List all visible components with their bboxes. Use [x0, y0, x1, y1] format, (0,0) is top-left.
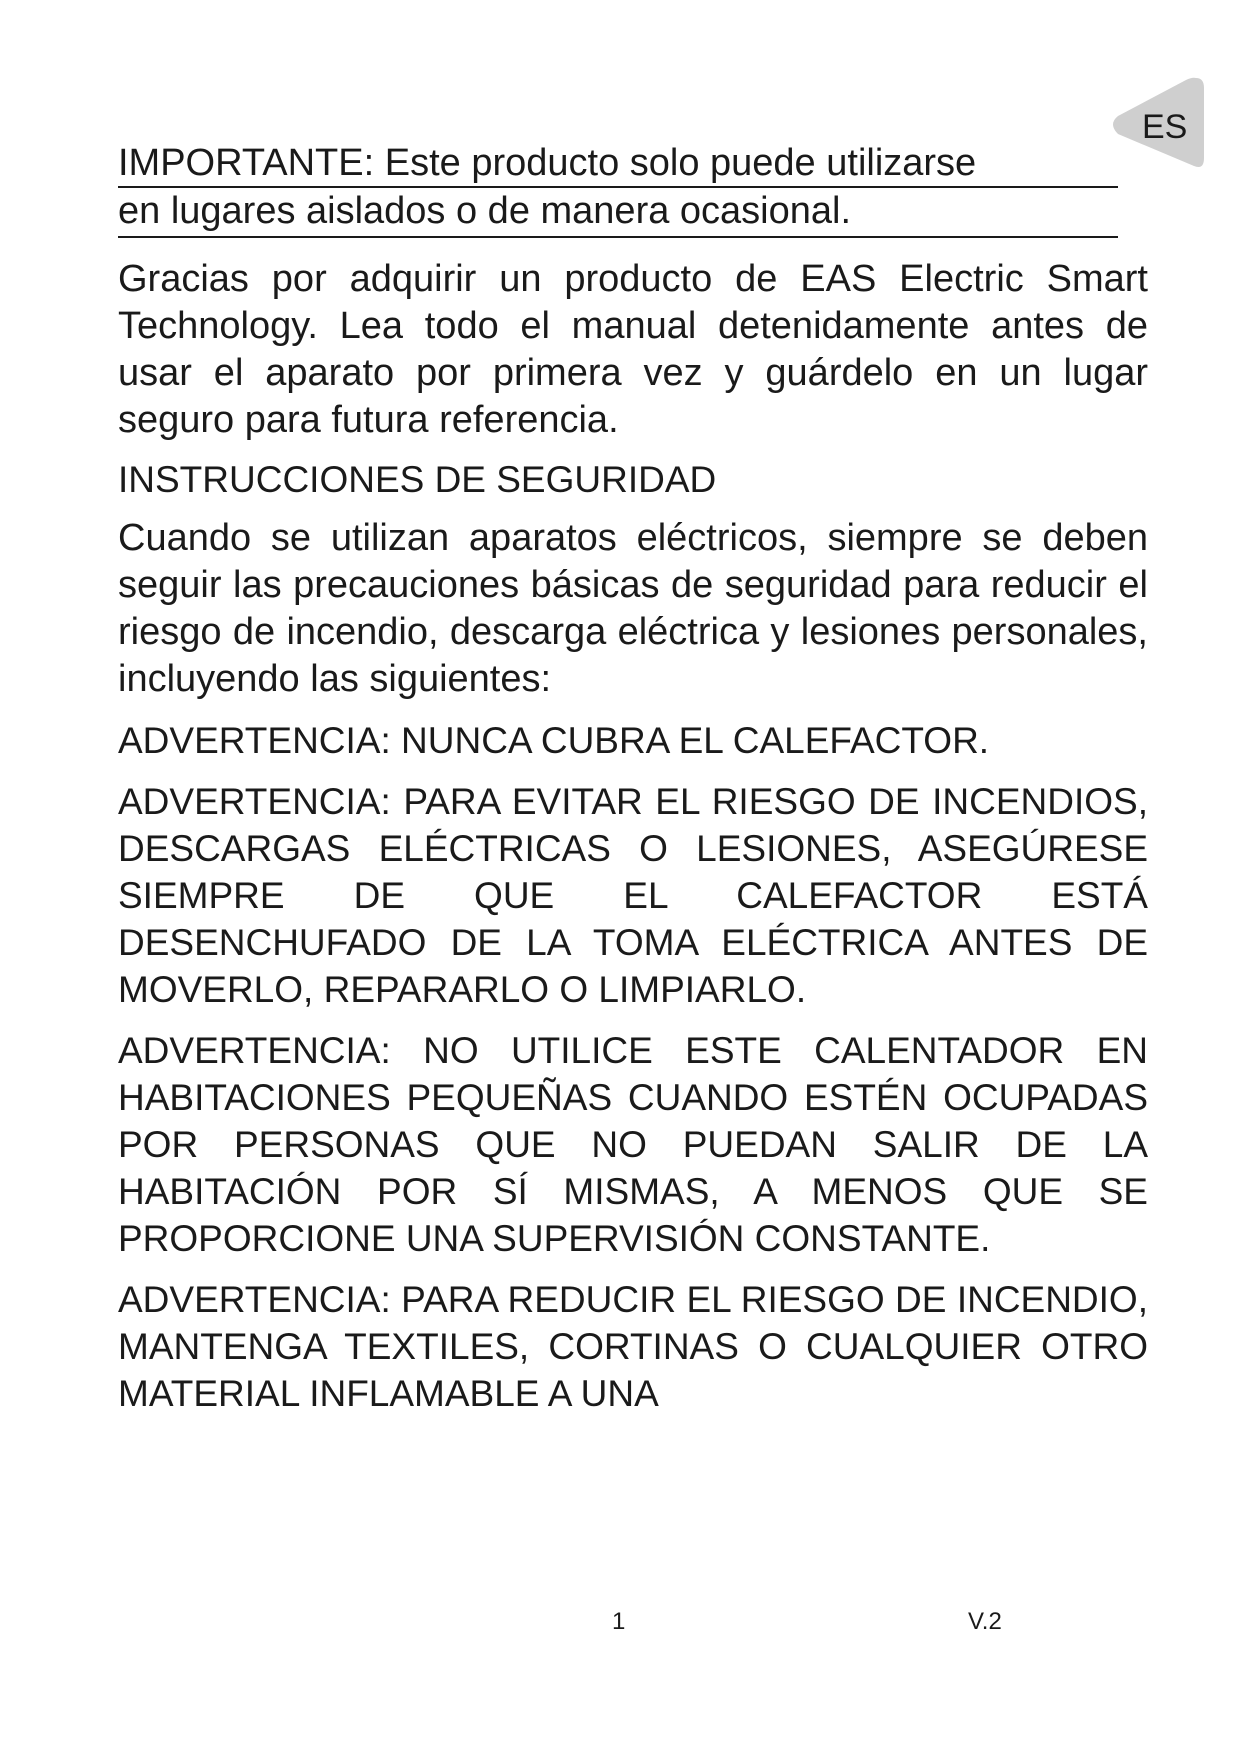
warning-3: ADVERTENCIA: NO UTILICE ESTE CALENTADOR EN HABITACIONES PEQUEÑAS CUANDO ESTÉN OCUPADAS POR PERSONAS QUE NO PUEDAN SALIR DE LA HABITACIÓN POR SÍ MISMAS, A MENOS QUE SE PROPORCIONE UNA SUPERVISIÓN CONSTANTE.	[118, 1030, 1148, 1259]
warning-4: ADVERTENCIA: PARA REDUCIR EL RIESGO DE INCENDIO, MANTENGA TEXTILES, CORTINAS O CUALQUIER OTRO MATERIAL INFLAMABLE A UNA	[118, 1279, 1148, 1414]
version-label: V.2	[968, 1608, 1002, 1635]
manual-page-content	[118, 140, 1148, 1417]
safety-intro-paragraph: Cuando se utilizan aparatos eléctricos, siempre se deben seguir las precauciones básicas de seguridad para reducir el riesgo de incendio, descarga eléctrica y lesiones personales, incluyendo las siguientes:	[118, 517, 1148, 700]
section-title: INSTRUCCIONES DE SEGURIDAD	[118, 459, 717, 500]
page-number: 1	[612, 1608, 626, 1635]
important-line: en lugares aislados o de manera ocasional.	[118, 190, 852, 232]
warning-1: ADVERTENCIA: NUNCA CUBRA EL CALEFACTOR.	[118, 720, 990, 761]
important-line: IMPORTANTE: Este producto solo puede utilizarse	[118, 140, 1118, 188]
warning-2: ADVERTENCIA: PARA EVITAR EL RIESGO DE INCENDIOS, DESCARGAS ELÉCTRICAS O LESIONES, ASEGÚRESE SIEMPRE DE QUE EL CALEFACTOR ESTÁ DESENCHUFADO DE LA TOMA ELÉCTRICA ANTES DE MOVERLO, REPARARLO O LIMPIARLO.	[118, 781, 1148, 1010]
language-label: ES	[1142, 108, 1188, 146]
intro-paragraph: Gracias por adquirir un producto de EAS Electric Smart Technology. Lea todo el manual detenidamente antes de usar el aparato por primera vez y guárdelo en un lugar seguro para futura referencia.	[118, 258, 1148, 441]
important-notice	[118, 140, 1118, 238]
